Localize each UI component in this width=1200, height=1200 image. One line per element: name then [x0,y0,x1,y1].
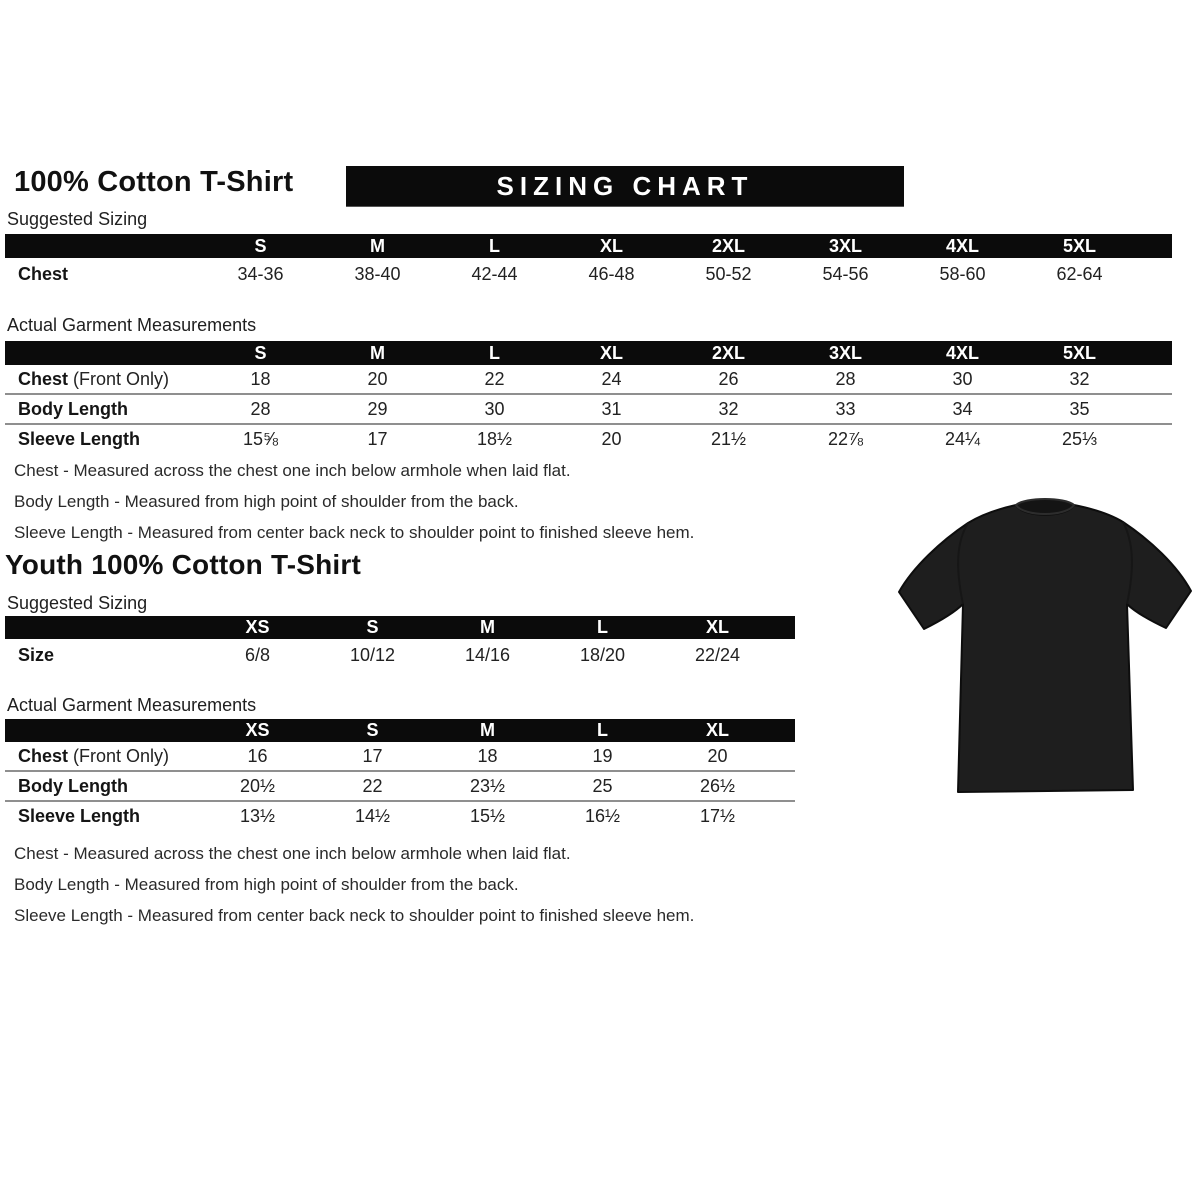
cell-value: 10/12 [349,644,396,665]
table-header-row [5,616,795,639]
column-header: XL [705,720,729,740]
column-header: 3XL [828,342,862,363]
table-header-row [5,341,1172,365]
adult-section-title: 100% Cotton T-Shirt [14,166,294,198]
column-header: L [597,617,608,637]
cell-value: 20 [707,745,728,766]
cell-value: 34 [952,398,973,419]
row-label [5,806,200,827]
column-header: 4XL [945,235,979,256]
column-header: S [366,617,379,637]
table-header-row [5,719,795,742]
cell-value: 17 [362,745,383,766]
cell-value: 16½ [584,805,621,826]
cell-value: 33 [835,398,856,419]
cell-value: 62-64 [1056,263,1103,284]
cell-value: 29 [367,398,388,419]
cell-value: 22⅞ [827,428,864,449]
cell-value: 30 [484,398,505,419]
cell-value: 31 [601,398,622,419]
adult-measurement-notes [14,461,694,554]
cell-value: 32 [1069,368,1090,389]
row-label-text: Chest [18,745,69,766]
adult-actual-measurements-label: Actual Garment Measurements [7,315,257,335]
cell-value: 24¼ [944,428,981,449]
column-header: XL [599,235,623,256]
table-row [5,639,795,671]
youth-suggested-sizing-table [5,616,795,671]
youth-actual-measurements-table [5,719,795,830]
row-label-suffix: (Front Only) [68,368,170,389]
note-line: Body Length - Measured from high point of shoulder from the back. [14,492,519,511]
table-row [5,365,1172,393]
cell-value: 14/16 [464,644,511,665]
cell-value: 20 [601,428,622,449]
column-header: L [489,235,500,256]
cell-value: 22/24 [694,644,741,665]
column-header: 4XL [945,342,979,363]
cell-value: 26½ [699,775,736,796]
table-row [5,742,795,770]
row-label [5,399,202,420]
table-row [5,258,1172,290]
cell-value: 22 [484,368,505,389]
cell-value: 35 [1069,398,1090,419]
row-label-text: Body Length [18,398,128,419]
cell-value: 17½ [699,805,736,826]
column-header: XS [245,720,270,740]
cell-value: 15⅝ [242,428,279,449]
cell-value: 46-48 [588,263,635,284]
column-header: XL [705,617,729,637]
table-row [5,423,1172,453]
cell-value: 30 [952,368,973,389]
cell-value: 25 [592,775,613,796]
row-label-text: Body Length [18,775,128,796]
youth-section-title: Youth 100% Cotton T-Shirt [5,549,362,580]
column-header: 5XL [1062,235,1096,256]
column-header: 2XL [711,342,745,363]
adult-suggested-sizing-table [5,234,1172,290]
youth-measurement-notes [14,844,694,937]
column-header: XS [245,617,270,637]
youth-suggested-sizing-label: Suggested Sizing [7,593,148,613]
cell-value: 19 [592,745,613,766]
row-label-suffix: (Front Only) [68,745,170,766]
row-label [5,429,202,450]
cell-value: 34-36 [237,263,284,284]
cell-value: 16 [247,745,268,766]
column-header: L [597,720,608,740]
table-row [5,393,1172,423]
cell-value: 14½ [354,805,391,826]
tshirt-image [895,496,1195,801]
cell-value: 13½ [239,805,276,826]
cell-value: 18½ [476,428,513,449]
column-header: XL [599,342,623,363]
table-header-row [5,234,1172,258]
row-label [5,776,200,797]
cell-value: 58-60 [939,263,986,284]
cell-value: 6/8 [244,644,271,665]
row-label-text: Sleeve Length [18,428,141,449]
cell-value: 18/20 [579,644,626,665]
cell-value: 24 [601,368,622,389]
note-line: Chest - Measured across the chest one inch below armhole when laid flat. [14,844,571,863]
cell-value: 21½ [710,428,747,449]
cell-value: 22 [362,775,383,796]
youth-actual-measurements-label: Actual Garment Measurements [7,695,257,715]
row-label-text: Sleeve Length [18,805,141,826]
cell-value: 20 [367,368,388,389]
cell-value: 18 [477,745,498,766]
cell-value: 20½ [239,775,276,796]
cell-value: 32 [718,398,739,419]
row-label [5,746,200,767]
tshirt-product-photo [895,496,1195,801]
row-label-text: Chest [18,368,69,389]
cell-value: 54-56 [822,263,869,284]
cell-value: 26 [718,368,739,389]
table-row [5,770,795,800]
row-label [5,645,200,666]
row-label [5,369,202,390]
cell-value: 50-52 [705,263,752,284]
table-row [5,800,795,830]
column-header: 3XL [828,235,862,256]
column-header: M [370,235,385,256]
column-header: S [254,235,267,256]
adult-actual-measurements-table [5,341,1172,453]
column-header: 5XL [1062,342,1096,363]
adult-suggested-sizing-label: Suggested Sizing [7,209,148,229]
cell-value: 15½ [469,805,506,826]
cell-value: 28 [250,398,271,419]
note-line: Body Length - Measured from high point of shoulder from the back. [14,875,519,894]
note-line: Sleeve Length - Measured from center back neck to shoulder point to finished sleeve hem. [14,906,695,925]
row-label-text: Chest [18,263,69,284]
note-line: Chest - Measured across the chest one inch below armhole when laid flat. [14,461,571,480]
column-header: M [480,617,495,637]
row-label [5,264,202,285]
column-header: S [366,720,379,740]
cell-value: 38-40 [354,263,401,284]
column-header: M [370,342,385,363]
cell-value: 17 [367,428,388,449]
row-label-text: Size [18,644,55,665]
cell-value: 25⅓ [1061,428,1098,449]
column-header: 2XL [711,235,745,256]
sizing-chart-banner-label: SIZING CHART [496,170,754,201]
cell-value: 23½ [469,775,506,796]
sizing-chart-banner [346,166,904,206]
column-header: M [480,720,495,740]
cell-value: 18 [250,368,271,389]
cell-value: 28 [835,368,856,389]
column-header: S [254,342,267,363]
cell-value: 42-44 [471,263,518,284]
note-line: Sleeve Length - Measured from center back neck to shoulder point to finished sleeve hem. [14,523,695,542]
column-header: L [489,342,500,363]
